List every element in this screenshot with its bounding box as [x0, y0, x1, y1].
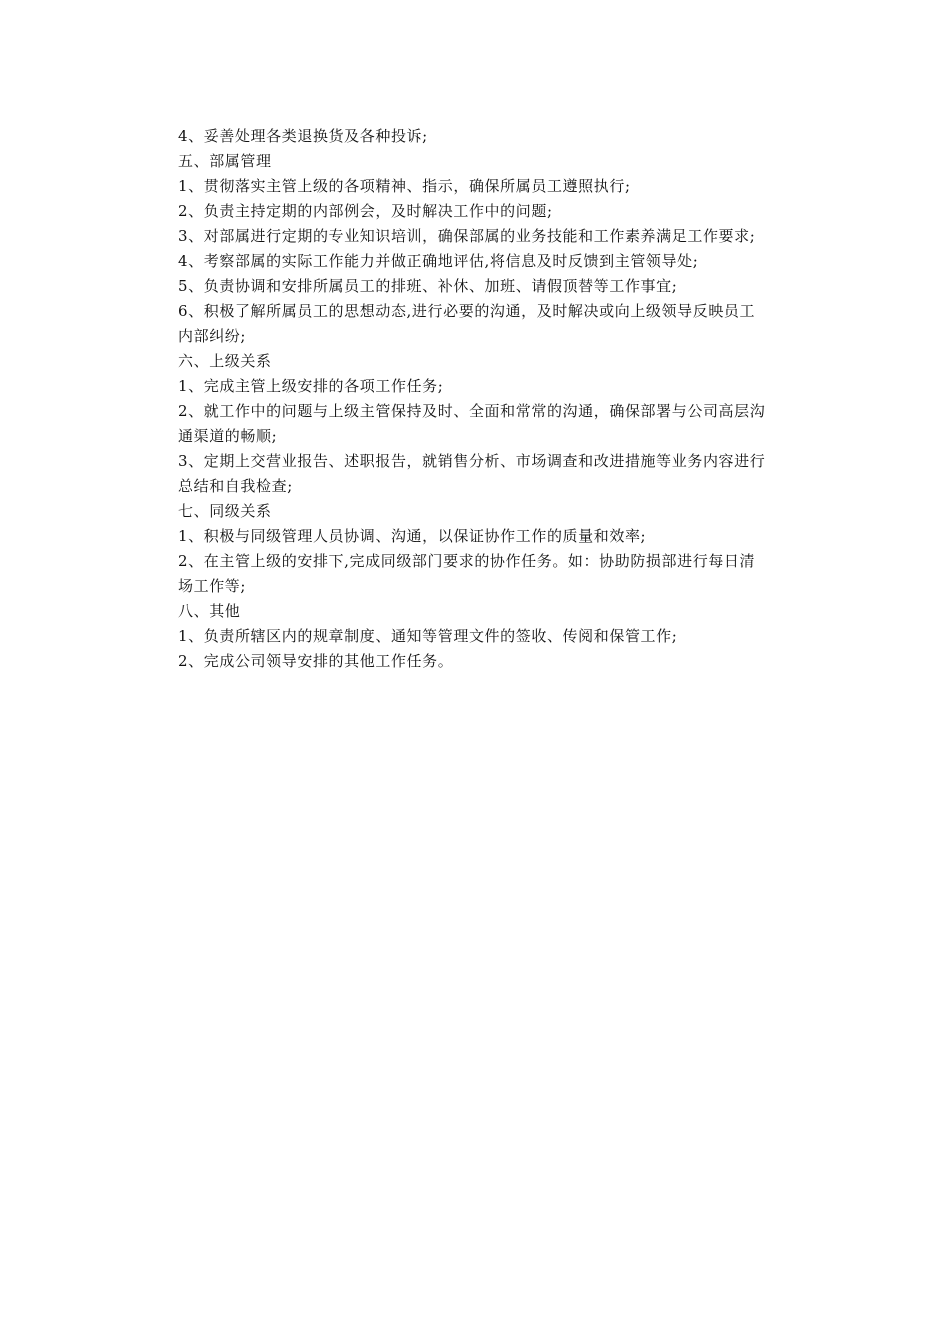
list-item: 1、完成主管上级安排的各项工作任务;	[178, 377, 444, 395]
list-item-continuation: 通渠道的畅顺;	[178, 427, 278, 445]
list-item: 1、积极与同级管理人员协调、沟通，以保证协作工作的质量和效率;	[178, 527, 647, 545]
list-item: 1、贯彻落实主管上级的各项精神、指示，确保所属员工遵照执行;	[178, 177, 631, 195]
section-heading: 六、上级关系	[178, 352, 272, 370]
list-item: 2、负责主持定期的内部例会，及时解决工作中的问题;	[178, 202, 553, 220]
list-item: 6、积极了解所属员工的思想动态,进行必要的沟通，及时解决或向上级领导反映员工	[178, 302, 756, 320]
list-item: 2、完成公司领导安排的其他工作任务。	[178, 652, 454, 670]
list-item-continuation: 场工作等;	[178, 577, 247, 595]
list-item-continuation: 总结和自我检查;	[178, 477, 293, 495]
list-item: 4、考察部属的实际工作能力并做正确地评估,将信息及时反馈到主管领导处;	[178, 252, 699, 270]
section-heading: 五、部属管理	[178, 152, 272, 170]
list-item: 3、定期上交营业报告、述职报告，就销售分析、市场调查和改进措施等业务内容进行	[178, 452, 766, 470]
list-item: 3、对部属进行定期的专业知识培训，确保部属的业务技能和工作素养满足工作要求;	[178, 227, 756, 245]
list-item: 1、负责所辖区内的规章制度、通知等管理文件的签收、传阅和保管工作;	[178, 627, 678, 645]
list-item: 2、在主管上级的安排下,完成同级部门要求的协作任务。如：协助防损部进行每日清	[178, 552, 756, 570]
list-item: 5、负责协调和安排所属员工的排班、补休、加班、请假顶替等工作事宜;	[178, 277, 678, 295]
list-item: 4、妥善处理各类退换货及各种投诉;	[178, 127, 428, 145]
section-heading: 七、同级关系	[178, 502, 272, 520]
section-heading: 八、其他	[178, 602, 241, 620]
list-item-continuation: 内部纠纷;	[178, 327, 247, 345]
list-item: 2、就工作中的问题与上级主管保持及时、全面和常常的沟通，确保部署与公司高层沟	[178, 402, 766, 420]
document-body	[178, 124, 818, 674]
